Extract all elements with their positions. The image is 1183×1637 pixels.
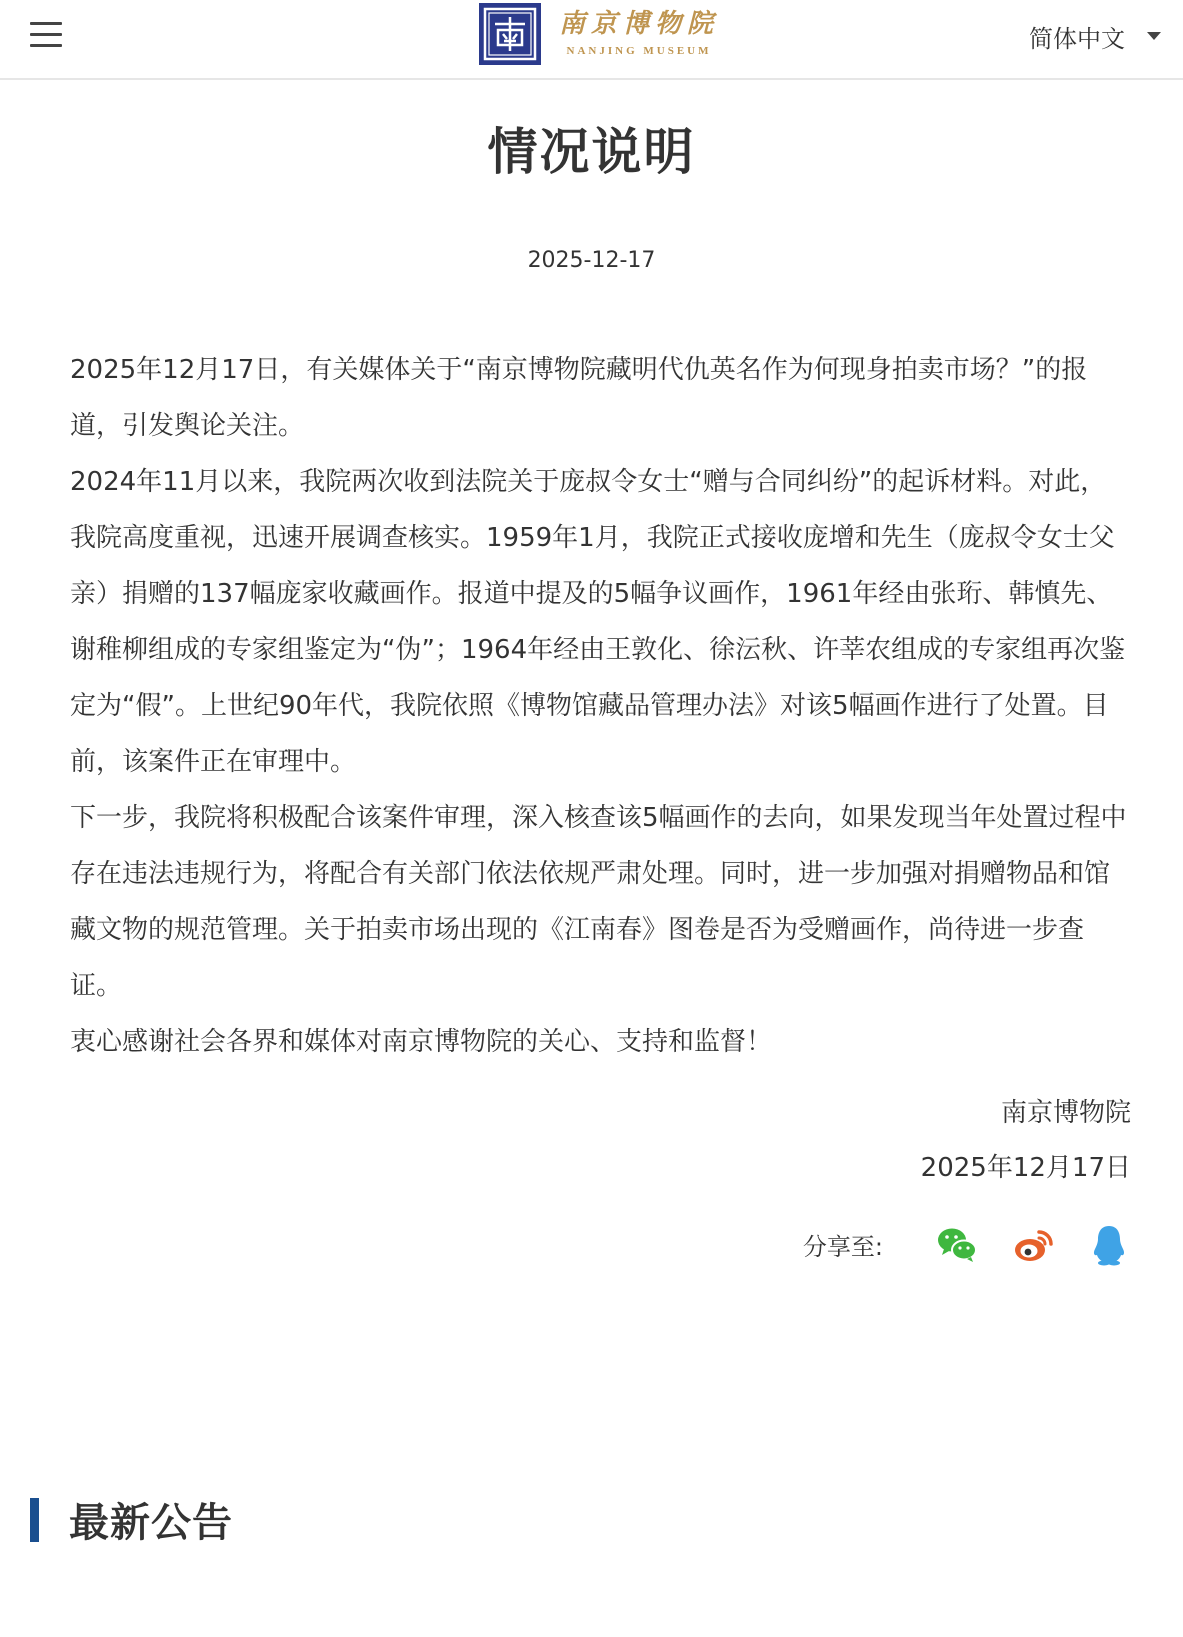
latest-announcements-section bbox=[30, 1491, 233, 1548]
signature-date: 2025年12月17日 bbox=[920, 1153, 1131, 1183]
site-header bbox=[0, 0, 1183, 80]
signature-org: 南京博物院 bbox=[1000, 1098, 1131, 1128]
qq-icon[interactable] bbox=[1087, 1222, 1131, 1266]
museum-emblem-icon bbox=[479, 3, 541, 65]
article-date: 2025-12-17 bbox=[527, 248, 656, 273]
section-accent-bar bbox=[30, 1498, 39, 1542]
article-body bbox=[70, 342, 1130, 1070]
share-label: 分享至: bbox=[802, 1232, 883, 1261]
chevron-down-icon bbox=[1147, 32, 1161, 40]
article-signature bbox=[921, 1086, 1131, 1196]
share-bar bbox=[803, 1222, 1131, 1266]
article-paragraph: 2024年11月以来，我院两次收到法院关于庞叔令女士“赠与合同纠纷”的起诉材料。对此，我院高度重视，迅速开展调查核实。1959年1月，我院正式接收庞增和先生（庞叔令女士父亲）捐赠的137幅庞家收藏画作。报道中提及的5幅争议画作，1961年经由张珩、韩慎先、谢稚柳组成的专家组鉴定为“伪”；1964年经由王敦化、徐沄秋、许莘农组成的专家组再次鉴定为“假”。上世纪90年代，我院依照《博物馆藏品管理办法》对该5幅画作进行了处置。目前，该案件正在审理中。 bbox=[70, 467, 1126, 777]
article-paragraph: 下一步，我院将积极配合该案件审理，深入核查该5幅画作的去向，如果发现当年处置过程中存在违法违规行为，将配合有关部门依法依规严肃处理。同时，进一步加强对捐赠物品和馆藏文物的规范管理。关于拍卖市场出现的《江南春》图卷是否为受赠画作，尚待进一步查证。 bbox=[70, 803, 1127, 1001]
article-paragraph: 2025年12月17日，有关媒体关于“南京博物院藏明代仇英名作为何现身拍卖市场？”的报道，引发舆论关注。 bbox=[70, 355, 1088, 441]
latest-announcements-title: 最新公告 bbox=[69, 1500, 233, 1546]
hamburger-menu-icon[interactable] bbox=[30, 20, 64, 50]
weibo-icon[interactable] bbox=[1011, 1222, 1055, 1266]
article-title: 情况说明 bbox=[487, 123, 696, 181]
language-selected-label: 简体中文 bbox=[1029, 24, 1125, 53]
article-paragraph: 衷心感谢社会各界和媒体对南京博物院的关心、支持和监督！ bbox=[70, 1027, 773, 1057]
language-selector[interactable] bbox=[1029, 18, 1161, 54]
logo-english-name: NANJING MUSEUM bbox=[566, 45, 712, 57]
site-logo[interactable] bbox=[479, 3, 719, 65]
wechat-icon[interactable] bbox=[935, 1222, 979, 1266]
logo-chinese-name: 南京博物院 bbox=[559, 9, 720, 39]
